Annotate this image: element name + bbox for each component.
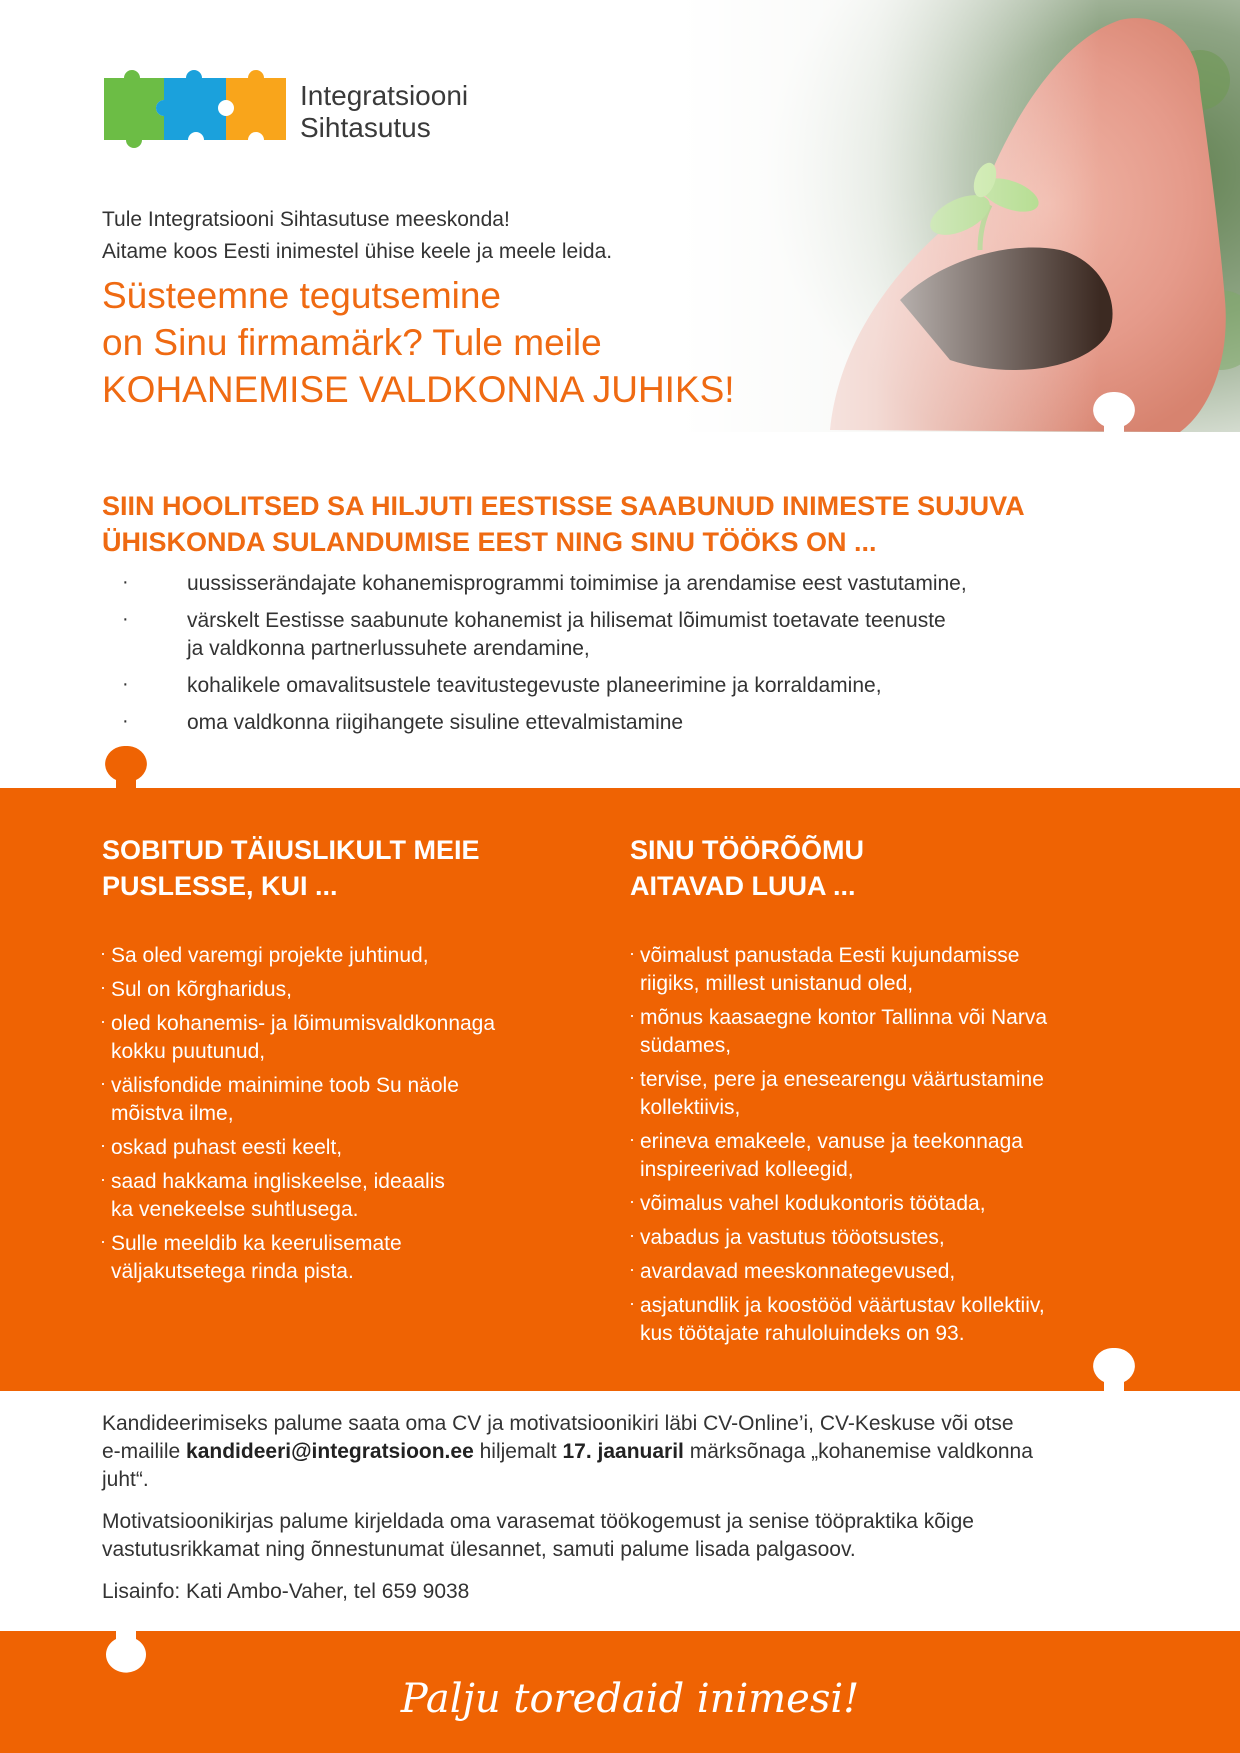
puzzle-knob-icon bbox=[1092, 1348, 1136, 1392]
list-item: · oma valdkonna riigihangete sisuline ettevalmistamine bbox=[102, 709, 1162, 737]
list-item: · uussisserändajate kohanemisprogrammi toimimise ja arendamise eest vastutamine, bbox=[102, 570, 1162, 598]
requirements-title: SOBITUD TÄIUSLIKULT MEIE PUSLESSE, KUI ... bbox=[102, 835, 480, 901]
email-link[interactable]: kandideeri@integratsioon.ee bbox=[186, 1440, 474, 1463]
intro-line2: Aitame koos Eesti inimestel ühise keele ja meele leida. bbox=[102, 240, 613, 263]
requirements-list bbox=[100, 942, 580, 1292]
list-item: · Sul on kõrgharidus, bbox=[100, 976, 580, 1004]
signature bbox=[380, 1656, 880, 1736]
list-item: · välisfondide mainimine toob Su näole mõistva ilme, bbox=[100, 1072, 580, 1128]
list-item: · võimalus vahel kodukontoris töötada, bbox=[629, 1190, 1169, 1218]
list-item: · avardavad meeskonnategevused, bbox=[629, 1258, 1169, 1286]
duties-title-line1: SIIN HOOLITSED SA HILJUTI EESTISSE SAABUNUD INIMESTE SUJUVA bbox=[102, 491, 1025, 521]
list-item: · saad hakkama ingliskeelse, ideaalis ka venekeelse suhtlusega. bbox=[100, 1168, 580, 1224]
list-item: · kohalikele omavalitsustele teavitustegevuste planeerimine ja korraldamine, bbox=[102, 672, 1162, 700]
duties-title-line2: ÜHISKONDA SULANDUMISE EEST NING SINU TÖÖKS ON ... bbox=[102, 527, 877, 557]
apply-paragraph-1: Kandideerimiseks palume saata oma CV ja motivatsioonikiri läbi CV-Online’i, CV-Keskuse või otse e-mailile kandideeri@integratsioon.ee hiljemalt 17. jaanuaril märksõnaga „kohanemise valdkonna juht“. bbox=[102, 1412, 1033, 1491]
puzzle-knob-icon bbox=[104, 746, 148, 790]
list-item: · tervise, pere ja enesearengu väärtustamine kollektiivis, bbox=[629, 1066, 1169, 1122]
headline-line1: Süsteemne tegutsemine bbox=[102, 275, 502, 316]
logo-line1: Integratsiooni bbox=[300, 80, 469, 111]
headline-line2: on Sinu firmamärk? Tule meile bbox=[102, 322, 602, 363]
list-item: · oskad puhast eesti keelt, bbox=[100, 1134, 580, 1162]
duties-title bbox=[102, 488, 1162, 560]
list-item: · oled kohanemis- ja lõimumisvaldkonnaga kokku puutunud, bbox=[100, 1010, 580, 1066]
contact-info: Lisainfo: Kati Ambo-Vaher, tel 659 9038 bbox=[102, 1580, 470, 1603]
list-item: · Sa oled varemgi projekte juhtinud, bbox=[100, 942, 580, 970]
list-item: · võimalust panustada Eesti kujundamisse riigiks, millest unistanud oled, bbox=[629, 942, 1169, 998]
headline-line3: KOHANEMISE VALDKONNA JUHIKS! bbox=[102, 369, 735, 410]
list-item: · erineva emakeele, vanuse ja teekonnaga inspireerivad kolleegid, bbox=[629, 1128, 1169, 1184]
benefits-list bbox=[629, 942, 1169, 1354]
svg-text:Palju toredaid inimesi!: Palju toredaid inimesi! bbox=[400, 1676, 860, 1722]
list-item: · Sulle meeldib ka keerulisemate väljakutsetega rinda pista. bbox=[100, 1230, 580, 1286]
deadline: 17. jaanuaril bbox=[562, 1440, 684, 1463]
list-item: · vabadus ja vastutus tööotsustes, bbox=[629, 1224, 1169, 1252]
benefits-title: SINU TÖÖRÕÕMU AITAVAD LUUA ... bbox=[630, 835, 864, 901]
list-item: · värskelt Eestisse saabunute kohanemist ja hilisemat lõimumist toetavate teenuste ja valdkonna partnerlussuhete arendamine, bbox=[102, 607, 1162, 663]
application-info bbox=[102, 1410, 1162, 1620]
logo-line2: Sihtasutus bbox=[300, 112, 431, 143]
job-headline bbox=[102, 272, 735, 413]
list-item: · mõnus kaasaegne kontor Tallinna või Narva südames, bbox=[629, 1004, 1169, 1060]
puzzle-knob-icon bbox=[104, 1631, 148, 1675]
list-item: · asjatundlik ja koostööd väärtustav kollektiiv, kus töötajate rahuloluindeks on 93. bbox=[629, 1292, 1169, 1348]
puzzle-logo-icon bbox=[104, 68, 294, 148]
header-photo bbox=[680, 0, 1240, 432]
puzzle-knob-icon bbox=[1092, 390, 1136, 434]
apply-paragraph-2: Motivatsioonikirjas palume kirjeldada oma varasemat töökogemust ja senise tööpraktika kõige vastutusrikkamat ning õnnestunumat ülesannet, samuti palume lisada palgasoov. bbox=[102, 1510, 974, 1561]
intro-text bbox=[102, 204, 612, 268]
duties-list bbox=[102, 570, 1162, 746]
intro-line1: Tule Integratsiooni Sihtasutuse meeskonda! bbox=[102, 208, 510, 231]
logo bbox=[104, 68, 524, 148]
